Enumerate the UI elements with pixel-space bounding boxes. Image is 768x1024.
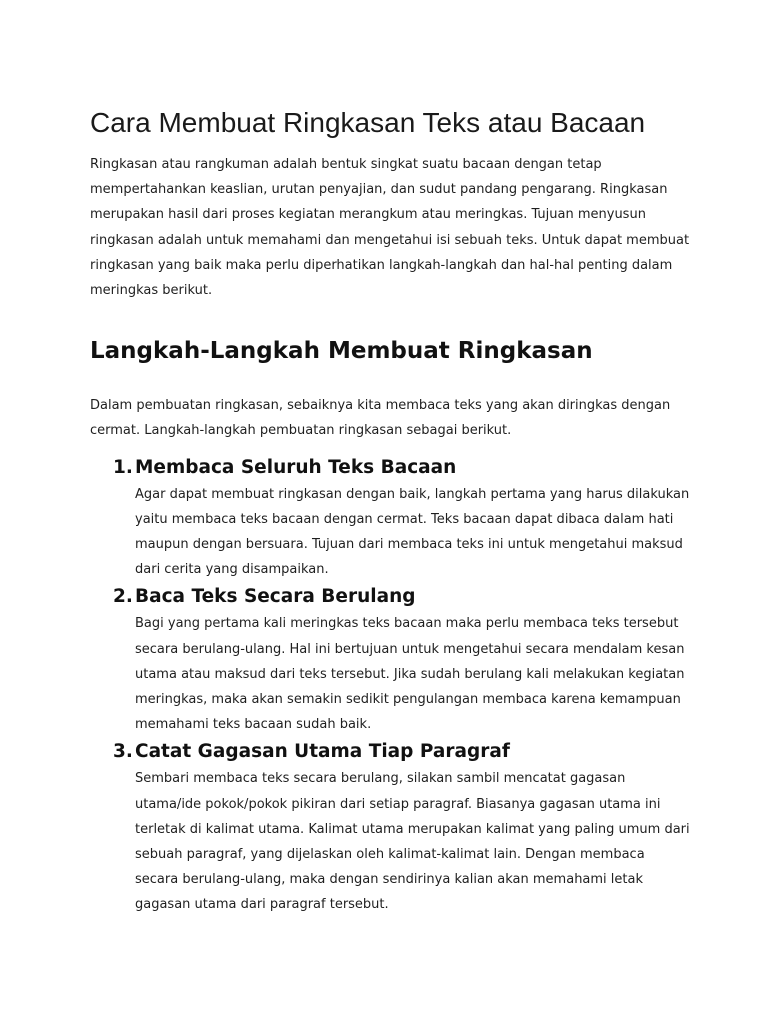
step-body: Bagi yang pertama kali meringkas teks bacaan maka perlu membaca teks tersebut secara berulang-ulang. Hal ini bertujuan untuk mengetahui secara mendalam kesan utama atau maksud dari teks tersebut. Jika sudah berulang kali melakukan kegiatan meringkas, maka akan semakin sedikit pengulangan membaca karena kemampuan memahami teks bacaan sudah baik. [135, 616, 685, 733]
page-title: Cara Membuat Ringkasan Teks atau Bacaan [90, 107, 646, 138]
intro-paragraph: Ringkasan atau rangkuman adalah bentuk singkat suatu bacaan dengan tetap mempertahankan keaslian, urutan penyajian, dan sudut pandang pengarang. Ringkasan merupakan hasil dari proses kegiatan merangkum atau meringkas. Tujuan menyusun ringkasan adalah untuk memahami dan mengetahui isi sebuah teks. Untuk dapat membuat ringkasan yang baik maka perlu diperhatikan langkah-langkah dan hal-hal penting dalam meringkas berikut. [90, 157, 690, 299]
step-body: Agar dapat membuat ringkasan dengan baik, langkah pertama yang harus dilakukan yaitu membaca teks bacaan dengan cermat. Teks bacaan dapat dibaca dalam hati maupun dengan bersuara. Tujuan dari membaca teks ini untuk mengetahui maksud dari cerita yang disampaikan. [135, 486, 690, 578]
step-heading [113, 454, 690, 482]
step-title: Membaca Seluruh Teks Bacaan [135, 456, 457, 478]
section-heading: Langkah-Langkah Membuat Ringkasan [90, 338, 593, 365]
step-number: 2. [113, 586, 133, 608]
step-title: Catat Gagasan Utama Tiap Paragraf [135, 741, 510, 763]
step-title: Baca Teks Secara Berulang [135, 586, 416, 608]
steps-list [90, 454, 690, 918]
step-number: 1. [113, 456, 133, 478]
step-heading [113, 583, 690, 611]
step-number: 3. [113, 741, 133, 763]
step-heading [113, 738, 690, 766]
step-item [90, 454, 690, 583]
step-body: Sembari membaca teks secara berulang, silakan sambil mencatat gagasan utama/ide pokok/pokok pikiran dari setiap paragraf. Biasanya gagasan utama ini terletak di kalimat utama. Kalimat utama merupakan kalimat yang paling umum dari sebuah paragraf, yang dijelaskan oleh kalimat-kalimat lain. Dengan membaca secara berulang-ulang, maka dengan sendirinya kalian akan memahami letak gagasan utama dari paragraf tersebut. [135, 771, 690, 913]
step-item [90, 583, 690, 737]
step-item [90, 738, 690, 917]
document-page [90, 104, 690, 918]
section-intro-paragraph: Dalam pembuatan ringkasan, sebaiknya kita membaca teks yang akan diringkas dengan cermat. Langkah-langkah pembuatan ringkasan sebagai berikut. [90, 398, 671, 439]
